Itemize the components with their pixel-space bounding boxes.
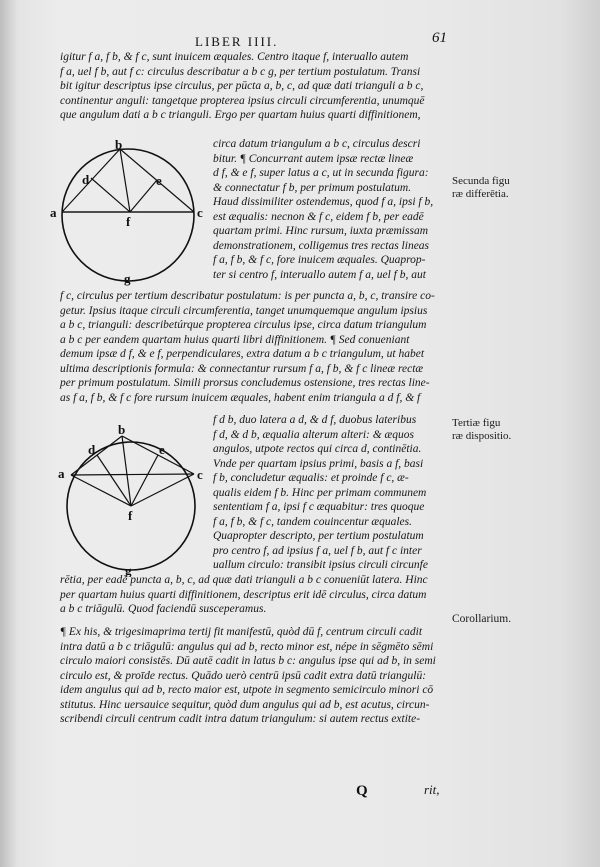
text-line: scribendi circuli centrum cadit intra datum triangulum: si autem rectus extite- xyxy=(60,713,421,725)
label-b: b xyxy=(115,140,123,152)
text-line: f d b, duo latera a d, & d f, duobus lateribus xyxy=(213,414,417,426)
text-line: demum ipsæ d f, & e f, perpendiculares, extra datum a b c triangulum, ut habet xyxy=(60,348,425,360)
text-line: f a, uel f b, aut f c: circulus describatur a b c g, per tertium postulatum. Transi xyxy=(60,65,421,78)
text-line: f c, circulus per tertium describatur postulatum: is per puncta a, b, c, transire co- xyxy=(60,290,435,302)
text-line: sententiam f a, ipsi f c æquabitur: tres quoque xyxy=(213,501,425,513)
label-d: d xyxy=(88,442,96,457)
text-line: f a, f b, & f c, fore inuicem æquales. Quaprop- xyxy=(213,254,426,266)
text-line: a b c, trianguli: describetúrque propterea circulus ipse, circa datum triangulum xyxy=(60,319,427,331)
text-line: bitur. ¶ Concurrant autem ipsæ rectæ lineæ xyxy=(213,152,414,165)
text-block-beside-figure-1 xyxy=(213,137,433,282)
label-g: g xyxy=(125,563,132,577)
margin-line: Tertiæ figu xyxy=(452,417,501,429)
text-line: as f a, f b, & f c fore rursum inuicem æquales, habent enim triangula a d f, & f xyxy=(60,391,421,404)
geometry-figure-2 xyxy=(55,422,215,577)
text-line: quartam primi. Hinc rursum, iuxta præmissam xyxy=(213,225,429,237)
margin-line: Secunda figu xyxy=(452,175,510,187)
text-line: d f, & e f, super latus a c, ut in secunda figura: xyxy=(213,167,429,179)
folio-number: 61 xyxy=(432,30,447,46)
signature-mark: Q xyxy=(356,783,368,799)
text-line: angulos, utpote rectos qui circa d, continētia. xyxy=(213,443,422,455)
text-line: Vnde per quartam ipsius primi, basis a f, basi xyxy=(213,457,424,470)
text-block-middle xyxy=(60,289,435,405)
text-line: demonstrationem, colligemus tres rectas lineas xyxy=(213,239,430,252)
text-line: Haud dissimiliter ostendemus, quod f a, ipsi f b, xyxy=(213,196,434,208)
text-line: ¶ Ex his, & trigesimaprima tertij fit manifestū, quòd dū f, centrum circuli cadit xyxy=(60,626,423,638)
text-line: que angulum dati a b c trianguli. Ergo per quartam huius quarti diffinitionem, xyxy=(60,109,421,121)
text-line: igitur f a, f b, & f c, sunt inuicem æquales. Centro itaque f, interuallo autem xyxy=(60,51,409,63)
text-line: circulo maiori consistēs. Dū autē cadit in latus b c: angulus ipse qui ad b, in semi xyxy=(60,655,436,667)
running-head: LIBER IIII. xyxy=(195,34,279,49)
label-f: f xyxy=(128,508,133,523)
text-line: est æqualis: necnon & f c, eidem f b, per eadē xyxy=(213,210,424,223)
text-line: Quapropter descripto, per tertium postulatum xyxy=(213,530,424,542)
label-b: b xyxy=(118,422,126,437)
text-line: f d, & d b, æqualia alterum alteri: & æquos xyxy=(213,428,414,441)
label-d: d xyxy=(82,172,90,187)
text-block-beside-figure-2 xyxy=(213,413,428,573)
text-block-conclusion xyxy=(60,573,428,617)
margin-note-second-figure xyxy=(452,175,510,200)
text-line: per primum postulatum. Simili prorsus concludemus ostensione, tres rectas line- xyxy=(60,377,430,389)
label-c: c xyxy=(197,205,203,220)
label-c: c xyxy=(197,467,203,482)
text-line: getur. Ipsius itaque circuli circumferentia, tanget unumquemque angulum ipsius xyxy=(60,304,428,317)
text-line: a b c per eandem quartam huius quarti libri diffinitionem. ¶ Sed conueniant xyxy=(60,333,410,346)
text-line: rētia, per eadē puncta a, b, c, ad quæ dati trianguli a b c conueniūt latera. Hinc xyxy=(60,574,428,586)
catchword: rit, xyxy=(424,782,440,797)
text-block-opening xyxy=(60,50,425,123)
text-line: f b, concludetur æqualis: et proinde f c, æ- xyxy=(213,472,409,484)
label-a: a xyxy=(58,466,65,481)
text-line: ter si centro f, interuallo autem f a, uel f b, aut xyxy=(213,268,426,281)
text-line: bit igitur descriptus ipse circulus, per pūcta a, b, c, ad quæ dati trianguli a b c, xyxy=(60,80,424,92)
margin-line: ræ differētia. xyxy=(452,187,509,200)
text-line: continentur anguli: tangetque propterea ipsius circuli circumferentia, unumquē xyxy=(60,94,425,107)
text-line: uallum circulo: transibit ipsius circuli circunfe xyxy=(213,559,428,571)
text-line: circulo est, & proīde rectus. Quādo uerò centrū ipsū cadit extra datū triangulū: xyxy=(60,669,427,682)
text-line: a b c triāgulū. Quod faciendū susceperamus. xyxy=(60,603,267,615)
text-line: per quartam huius quarti diffinitionem, descriptus erit idē circulus, circa datum xyxy=(60,588,427,601)
text-line: f a, f b, & f c, tandem couincentur æquales. xyxy=(213,515,412,528)
label-f: f xyxy=(126,214,131,229)
text-line: pro centro f, ad ipsius f a, uel f b, aut f c inter xyxy=(213,544,422,557)
margin-line: ræ dispositio. xyxy=(452,429,512,442)
margin-note-third-figure xyxy=(452,417,511,442)
text-line: ultima descriptionis formula: & connectantur rursum f a, f b, & f c lineæ rectæ xyxy=(60,362,424,375)
text-block-corollary xyxy=(60,625,436,727)
label-g: g xyxy=(124,271,131,286)
text-line: idem angulus qui ad b, recto maior est, utpote in segmento semicirculo minori cō xyxy=(60,684,434,696)
label-e: e xyxy=(156,173,162,188)
text-line: stitutus. Hinc uersauice sequitur, quòd dum angulus qui ad b, est acutus, circun- xyxy=(60,698,430,711)
text-line: intra datū a b c triāgulū: angulus qui ad b, recto minor est, népe in sēgmēto sēmi xyxy=(60,640,434,653)
text-line: circa datum triangulum a b c, circulus descri xyxy=(213,138,421,150)
text-line: & connectatur f b, per primum postulatum. xyxy=(213,181,412,194)
label-a: a xyxy=(50,205,57,220)
label-e: e xyxy=(159,442,165,457)
margin-note-corollary: Corollarium. xyxy=(452,613,512,625)
text-line: qualis eidem f b. Hinc per primam communem xyxy=(213,486,427,499)
geometry-figure-1 xyxy=(48,140,208,290)
